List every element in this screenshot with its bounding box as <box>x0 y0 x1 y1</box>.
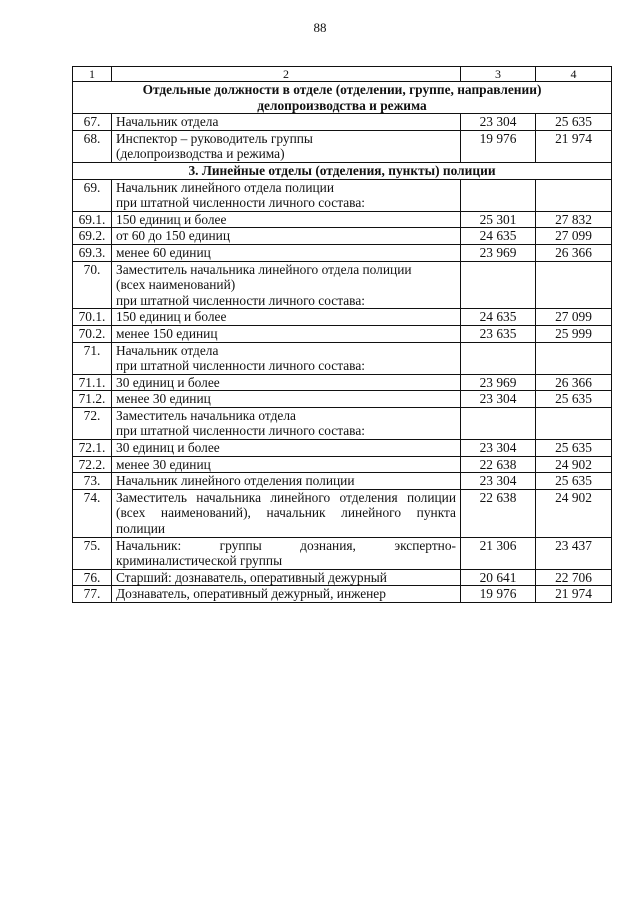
position-title <box>112 244 461 261</box>
position-title <box>112 309 461 326</box>
table-header-row <box>73 67 612 82</box>
row-number: 71. <box>73 342 112 374</box>
table-row <box>73 473 612 490</box>
position-title-line: при штатной численности личного состава: <box>116 292 365 308</box>
salary-column-3: 24 635 <box>461 228 536 245</box>
table-body <box>73 67 612 603</box>
row-number: 71.2. <box>73 391 112 408</box>
salary-column-4: 25 635 <box>536 114 612 131</box>
salary-column-4: 22 706 <box>536 569 612 586</box>
position-title-line: Заместитель начальника линейного отделения полиции (всех наименований), начальник линейного пункта полиции <box>116 489 456 537</box>
row-number: 73. <box>73 473 112 490</box>
salary-column-3: 25 301 <box>461 211 536 228</box>
table-row <box>73 244 612 261</box>
salary-column-4: 23 437 <box>536 537 612 569</box>
table-row <box>73 569 612 586</box>
row-number: 70.2. <box>73 325 112 342</box>
position-title-line: Начальник линейного отделения полиции <box>116 473 355 489</box>
position-title-line: менее 30 единиц <box>116 456 211 472</box>
row-number: 67. <box>73 114 112 131</box>
table-row <box>73 440 612 457</box>
table-row <box>73 325 612 342</box>
table-row <box>73 374 612 391</box>
salary-column-4: 27 099 <box>536 228 612 245</box>
position-title-line: (делопроизводства и режима) <box>116 146 285 162</box>
salary-column-3: 24 635 <box>461 309 536 326</box>
salary-column-4: 27 099 <box>536 309 612 326</box>
position-title <box>112 440 461 457</box>
position-title-line: при штатной численности личного состава: <box>116 358 365 374</box>
header-cell-3: 3 <box>461 67 536 82</box>
position-title-line: менее 150 единиц <box>116 325 218 341</box>
salary-column-4: 26 366 <box>536 374 612 391</box>
position-title-line: Начальник линейного отдела полиции <box>116 179 334 195</box>
position-title <box>112 228 461 245</box>
position-title <box>112 586 461 603</box>
table-row <box>73 130 612 162</box>
salary-column-3: 22 638 <box>461 456 536 473</box>
position-title-line: 30 единиц и более <box>116 374 220 390</box>
salary-column-3 <box>461 342 536 374</box>
position-title-line: Заместитель начальника отдела <box>116 407 296 423</box>
row-number: 70.1. <box>73 309 112 326</box>
position-title <box>112 342 461 374</box>
position-title <box>112 537 461 569</box>
salary-column-4: 26 366 <box>536 244 612 261</box>
salary-column-4 <box>536 342 612 374</box>
table-row <box>73 342 612 374</box>
table-row <box>73 456 612 473</box>
salary-table <box>72 66 612 603</box>
position-title-line: Начальник отдела <box>116 342 219 358</box>
header-cell-1: 1 <box>73 67 112 82</box>
position-title <box>112 374 461 391</box>
position-title-line: от 60 до 150 единиц <box>116 228 230 244</box>
section-heading-row <box>73 82 612 114</box>
section-heading <box>73 82 612 114</box>
section-heading-line: Отдельные должности в отделе (отделении, группе, направлении) <box>142 82 542 97</box>
salary-column-3 <box>461 179 536 211</box>
salary-column-3: 23 969 <box>461 244 536 261</box>
row-number: 72. <box>73 407 112 439</box>
salary-column-3: 23 304 <box>461 473 536 490</box>
table-row <box>73 179 612 211</box>
row-number: 76. <box>73 569 112 586</box>
position-title <box>112 473 461 490</box>
salary-column-3: 22 638 <box>461 489 536 537</box>
section-heading-row <box>73 162 612 179</box>
position-title <box>112 391 461 408</box>
row-number: 72.2. <box>73 456 112 473</box>
header-cell-2: 2 <box>112 67 461 82</box>
table-row <box>73 114 612 131</box>
salary-column-3: 23 304 <box>461 114 536 131</box>
salary-column-3 <box>461 407 536 439</box>
salary-column-3 <box>461 261 536 309</box>
salary-column-4: 25 999 <box>536 325 612 342</box>
section-heading <box>73 162 612 179</box>
position-title <box>112 179 461 211</box>
table-row <box>73 261 612 309</box>
salary-column-3: 21 306 <box>461 537 536 569</box>
position-title <box>112 489 461 537</box>
row-number: 77. <box>73 586 112 603</box>
row-number: 71.1. <box>73 374 112 391</box>
salary-column-4: 27 832 <box>536 211 612 228</box>
salary-column-3: 23 304 <box>461 391 536 408</box>
salary-column-4 <box>536 261 612 309</box>
salary-column-4 <box>536 179 612 211</box>
salary-column-4: 21 974 <box>536 586 612 603</box>
position-title <box>112 325 461 342</box>
position-title-line: Заместитель начальника линейного отдела полиции <box>116 261 412 277</box>
table-row <box>73 391 612 408</box>
table-row <box>73 489 612 537</box>
position-title-line: Инспектор – руководитель группы <box>116 130 313 146</box>
position-title <box>112 407 461 439</box>
salary-column-4: 21 974 <box>536 130 612 162</box>
position-title <box>112 456 461 473</box>
salary-column-4: 25 635 <box>536 440 612 457</box>
position-title-line: менее 30 единиц <box>116 391 211 407</box>
salary-column-4: 24 902 <box>536 456 612 473</box>
salary-column-3: 19 976 <box>461 586 536 603</box>
row-number: 74. <box>73 489 112 537</box>
position-title-line: Дознаватель, оперативный дежурный, инженер <box>116 586 386 602</box>
section-heading-line: делопроизводства и режима <box>257 97 427 113</box>
row-number: 70. <box>73 261 112 309</box>
row-number: 69.2. <box>73 228 112 245</box>
row-number: 69.1. <box>73 211 112 228</box>
salary-column-4: 25 635 <box>536 473 612 490</box>
salary-column-4: 25 635 <box>536 391 612 408</box>
salary-column-3: 23 304 <box>461 440 536 457</box>
row-number: 69.3. <box>73 244 112 261</box>
position-title-line: 150 единиц и более <box>116 211 227 227</box>
position-title <box>112 261 461 309</box>
position-title-line: при штатной численности личного состава: <box>116 423 365 439</box>
table-row <box>73 228 612 245</box>
table-row <box>73 309 612 326</box>
row-number: 69. <box>73 179 112 211</box>
page-number: 88 <box>313 20 327 35</box>
position-title <box>112 130 461 162</box>
position-title-line: Начальник отдела <box>116 114 219 130</box>
section-heading-line: 3. Линейные отделы (отделения, пункты) полиции <box>188 162 496 178</box>
salary-column-4: 24 902 <box>536 489 612 537</box>
position-title <box>112 569 461 586</box>
position-title-line: Старший: дознаватель, оперативный дежурный <box>116 569 387 585</box>
position-title-line: (всех наименований) <box>116 277 236 293</box>
salary-column-3: 19 976 <box>461 130 536 162</box>
row-number: 75. <box>73 537 112 569</box>
salary-column-3: 20 641 <box>461 569 536 586</box>
row-number: 68. <box>73 130 112 162</box>
position-title-line: Начальник: группы дознания, экспертно-криминалистической группы <box>116 537 456 569</box>
position-title-line: менее 60 единиц <box>116 244 211 260</box>
row-number: 72.1. <box>73 440 112 457</box>
table-row <box>73 537 612 569</box>
position-title <box>112 114 461 131</box>
salary-column-4 <box>536 407 612 439</box>
position-title <box>112 211 461 228</box>
table-row <box>73 211 612 228</box>
salary-column-3: 23 635 <box>461 325 536 342</box>
position-title-line: при штатной численности личного состава: <box>116 195 365 211</box>
header-cell-4: 4 <box>536 67 612 82</box>
salary-column-3: 23 969 <box>461 374 536 391</box>
position-title-line: 30 единиц и более <box>116 440 220 456</box>
table-row <box>73 407 612 439</box>
table-row <box>73 586 612 603</box>
position-title-line: 150 единиц и более <box>116 309 227 325</box>
